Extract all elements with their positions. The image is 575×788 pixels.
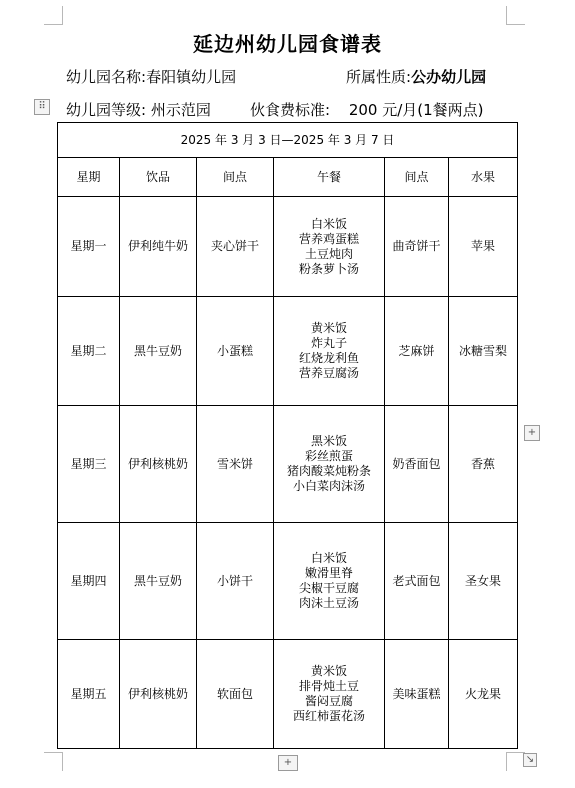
header-row <box>58 158 518 197</box>
kindergarten-name <box>66 66 236 87</box>
lunch-cell <box>274 640 385 749</box>
drink-cell: 伊利核桃奶 <box>120 640 197 749</box>
table-row <box>58 406 518 523</box>
header-fruit: 水果 <box>449 158 518 197</box>
lunch-item: 炸丸子 <box>310 336 347 350</box>
drink-cell: 黑牛豆奶 <box>120 297 197 406</box>
day-cell: 星期五 <box>58 640 120 749</box>
table-row <box>58 297 518 406</box>
lunch-item: 粉条萝卜汤 <box>298 261 359 276</box>
fruit-cell: 苹果 <box>449 197 518 297</box>
fruit-cell: 圣女果 <box>449 523 518 640</box>
lunch-item: 尖椒干豆腐 <box>298 581 359 595</box>
lunch-item: 红烧龙利鱼 <box>298 351 359 365</box>
table-row <box>58 640 518 749</box>
drink-cell: 黑牛豆奶 <box>120 523 197 640</box>
lunch-cell <box>274 297 385 406</box>
page-corner-mark <box>506 6 525 25</box>
snack-cell: 小蛋糕 <box>197 297 274 406</box>
meal-fee <box>250 99 484 120</box>
kindergarten-grade <box>66 99 211 120</box>
day-cell: 星期一 <box>58 197 120 297</box>
day-cell: 星期四 <box>58 523 120 640</box>
name-value: 春阳镇幼儿园 <box>146 68 237 86</box>
lunch-item: 黄米饭 <box>310 664 347 678</box>
snack-cell: 小饼干 <box>197 523 274 640</box>
grade-label: 幼儿园等级: <box>66 101 151 119</box>
snack-cell: 雪米饼 <box>197 406 274 523</box>
page-corner-mark <box>44 752 63 771</box>
nature-label: 所属性质: <box>346 68 412 86</box>
add-row-plus-icon[interactable]: + <box>278 755 298 771</box>
date-range-cell: 2025 年 3 月 3 日—2025 年 3 月 7 日 <box>58 123 518 158</box>
header-snack-morning: 间点 <box>197 158 274 197</box>
table-resize-icon[interactable]: ↘ <box>523 753 537 767</box>
lunch-item: 小白菜肉沫汤 <box>292 479 365 493</box>
kindergarten-nature <box>346 66 486 87</box>
table-row <box>58 523 518 640</box>
fee-value: 200 元/月(1餐两点) <box>348 101 484 119</box>
nature-value: 公办幼儿园 <box>411 68 487 86</box>
lunch-item: 营养鸡蛋糕 <box>298 231 359 246</box>
lunch-item: 土豆炖肉 <box>304 246 353 261</box>
add-column-plus-icon[interactable]: + <box>524 425 540 441</box>
lunch-cell <box>274 197 385 297</box>
lunch-item: 黄米饭 <box>310 321 347 335</box>
lunch-cell <box>274 523 385 640</box>
header-day: 星期 <box>58 158 120 197</box>
drink-cell: 伊利核桃奶 <box>120 406 197 523</box>
lunch-item: 白米饭 <box>310 216 347 231</box>
day-cell: 星期二 <box>58 297 120 406</box>
name-label: 幼儿园名称: <box>66 68 147 86</box>
header-snack-afternoon: 间点 <box>385 158 449 197</box>
fruit-cell: 冰糖雪梨 <box>449 297 518 406</box>
lunch-item: 白米饭 <box>310 551 347 565</box>
lunch-item: 猪肉酸菜炖粉条 <box>286 464 371 478</box>
lunch-item: 排骨炖土豆 <box>298 679 359 693</box>
drink-cell: 伊利纯牛奶 <box>120 197 197 297</box>
header-lunch: 午餐 <box>274 158 385 197</box>
lunch-cell <box>274 406 385 523</box>
document-title: 延边州幼儿园食谱表 <box>193 32 382 56</box>
grade-value: 州示范园 <box>150 101 211 119</box>
day-cell: 星期三 <box>58 406 120 523</box>
menu-table <box>57 122 518 749</box>
snack-cell: 曲奇饼干 <box>385 197 449 297</box>
lunch-item: 黑米饭 <box>310 434 347 448</box>
lunch-item: 肉沫土豆汤 <box>298 596 359 610</box>
snack-cell: 夹心饼干 <box>197 197 274 297</box>
snack-cell: 软面包 <box>197 640 274 749</box>
lunch-item: 酱闷豆腐 <box>304 694 353 708</box>
header-drink: 饮品 <box>120 158 197 197</box>
snack-cell: 美味蛋糕 <box>385 640 449 749</box>
lunch-item: 彩丝煎蛋 <box>304 449 353 463</box>
lunch-item: 嫩滑里脊 <box>304 566 353 580</box>
snack-cell: 芝麻饼 <box>385 297 449 406</box>
fee-label: 伙食费标准: <box>250 101 335 119</box>
snack-cell: 老式面包 <box>385 523 449 640</box>
fruit-cell: 香蕉 <box>449 406 518 523</box>
lunch-item: 西红柿蛋花汤 <box>292 709 365 723</box>
date-row <box>58 123 518 158</box>
table-move-handle[interactable]: ⠿ <box>34 99 50 115</box>
table-row <box>58 197 518 297</box>
snack-cell: 奶香面包 <box>385 406 449 523</box>
lunch-item: 营养豆腐汤 <box>298 366 359 380</box>
page-corner-mark <box>44 6 63 25</box>
fruit-cell: 火龙果 <box>449 640 518 749</box>
